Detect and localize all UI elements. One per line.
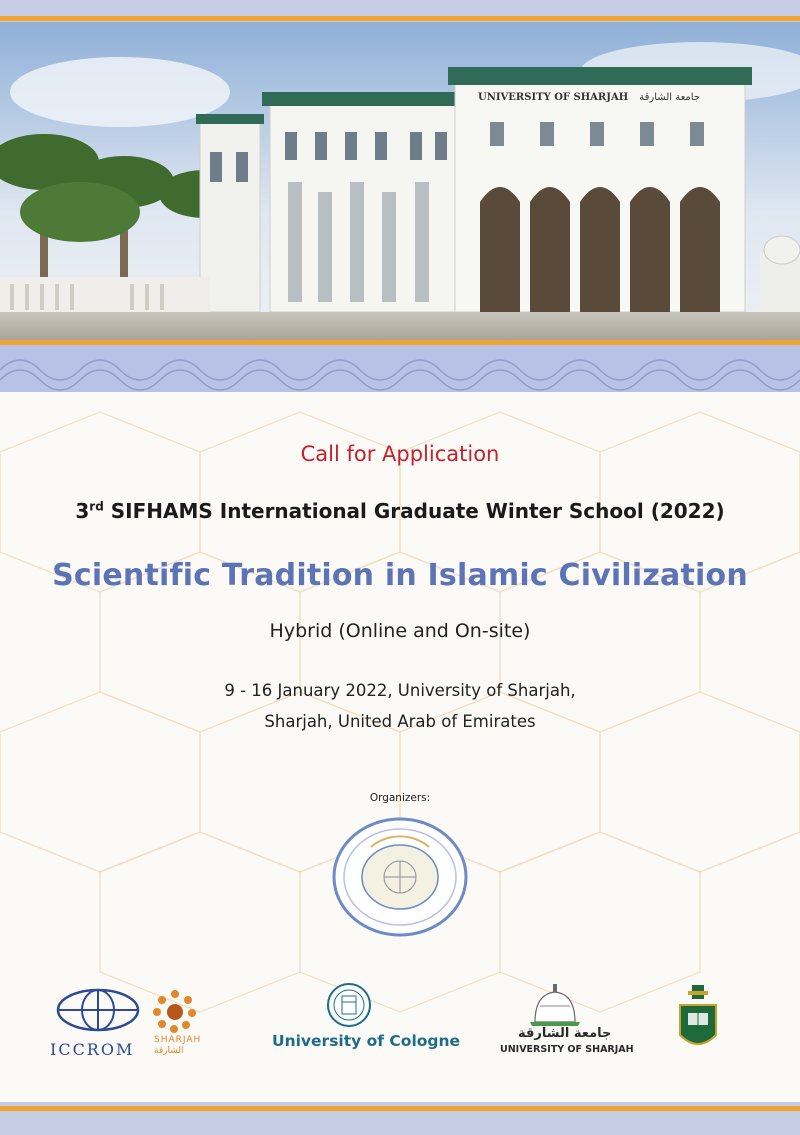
sharjah-label-en: SHARJAH (154, 1035, 202, 1045)
kau-logo (674, 983, 722, 1059)
event-dates-location (0, 675, 800, 737)
hero-image (0, 22, 800, 340)
organizers-label: Organizers: (369, 792, 431, 804)
bottom-border (0, 1102, 800, 1135)
kau-emblem-icon (674, 983, 722, 1055)
dates-line: 9 - 16 January 2022, University of Sharjah, (224, 681, 576, 700)
sharjah-star-icon (150, 988, 200, 1034)
event-mode: Hybrid (Online and On-site) (269, 620, 531, 642)
top-border (0, 0, 800, 22)
main-title: Scientific Tradition in Islamic Civilization (52, 558, 748, 593)
uos-label-en: UNIVERSITY OF SHARJAH (500, 1044, 634, 1055)
building-sign-ar: جامعة الشارقة (639, 92, 700, 103)
sharjah-logo (150, 988, 202, 1056)
iccrom-globe-icon (50, 988, 145, 1036)
call-for-application: Call for Application (300, 442, 500, 466)
ordinal-number: 3 (75, 499, 90, 523)
uos-dome-icon (500, 982, 610, 1026)
ornament-band (0, 340, 800, 392)
iccrom-label: ICCROM (50, 1040, 135, 1059)
cologne-label: University of Cologne (272, 1032, 461, 1050)
uos-label-ar: جامعة الشارقة (518, 1026, 612, 1041)
cologne-seal-icon (326, 982, 372, 1028)
uos-logo (500, 982, 634, 1055)
location-line: Sharjah, United Arab of Emirates (264, 712, 536, 731)
iccrom-logo (50, 988, 145, 1059)
ordinal-suffix: rd (89, 499, 104, 514)
sharjah-label-ar: الشارقة (154, 1046, 184, 1056)
building-sign-en: UNIVERSITY OF SHARJAH (478, 92, 629, 103)
school-name: SIFHAMS International Graduate Winter School (2022) (110, 499, 725, 523)
sifhams-seal-icon (331, 817, 469, 941)
school-name-line (0, 499, 800, 523)
